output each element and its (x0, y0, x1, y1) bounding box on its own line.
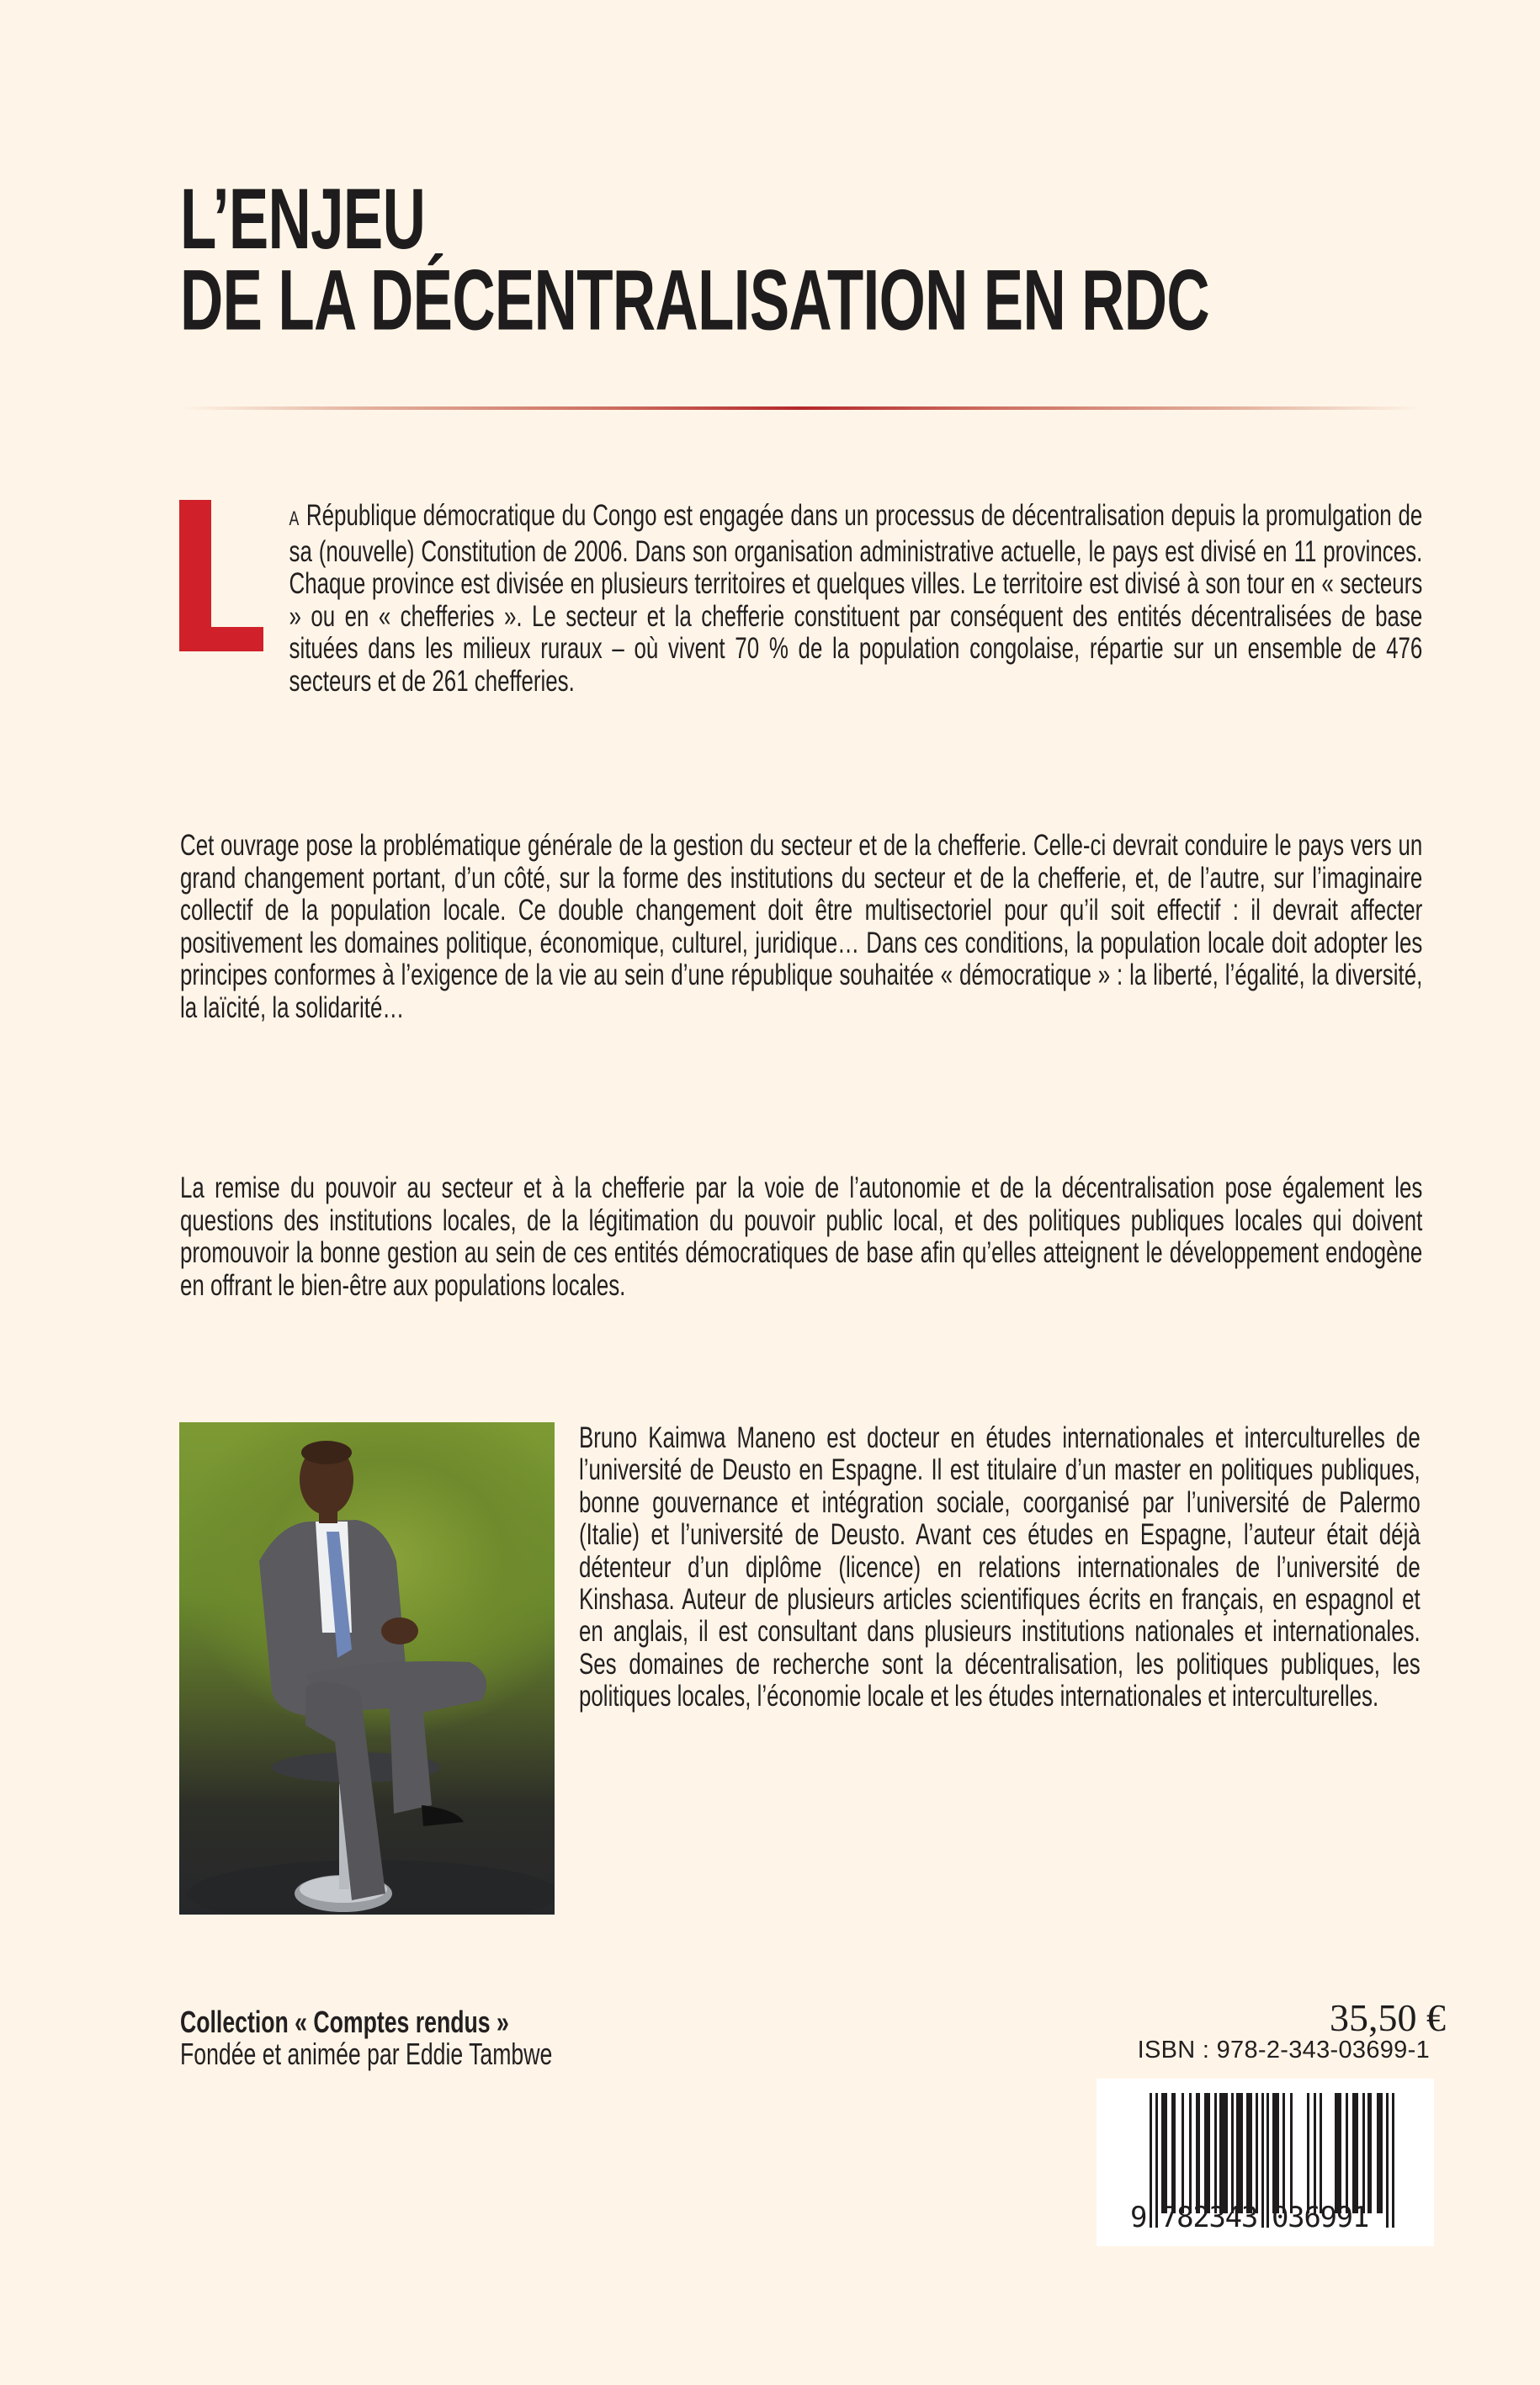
isbn-barcode (1097, 2079, 1434, 2246)
summary-paragraph-1 (180, 500, 1422, 699)
collection-founder: Fondée et animée par Eddie Tambwe (180, 2037, 553, 2071)
isbn: ISBN : 978-2-343-03699-1 (1137, 2037, 1430, 2064)
summary-paragraph-2: Cet ouvrage pose la problématique générale de la gestion du secteur et de la chefferie. Celle-ci devrait conduire le pays vers un grand changement portant, d’un côté, sur la forme des institutions du secteur et de la chefferie, et, de l’autre, sur l’imaginaire collectif de la population locale. Ce double changement doit être multisectoriel pour qu’il soit effectif : il devrait affecter positivement les domaines politique, économique, culturel, juridique… Dans ces conditions, la population locale doit adopter les principes conformes à l’exigence de la vie au sein d’une république souhaitée « démocratique » : la liberté, l’égalité, la diversité, la laïcité, la solidarité… (180, 829, 1423, 1024)
summary-paragraph-3: La remise du pouvoir au secteur et à la chefferie par la voie de l’autonomie et de la décentralisation pose également les questions des institutions locales, de la légitimation du pouvoir public local, et des politiques publiques locales qui doivent promouvoir la bonne gestion au sein de ces entités démocratiques de base afin qu’elles atteignent le développement endogène en offrant le bien-être aux populations locales. (180, 1171, 1423, 1302)
barcode-right-digits: 036991 (1272, 2201, 1369, 2234)
barcode-lead-digit: 9 (1130, 2201, 1148, 2234)
book-title (180, 170, 1266, 348)
author-bio: Bruno Kaimwa Maneno est docteur en études internationales et interculturelles de l’université de Deusto en Espagne. Il est titulaire d’un master en politiques publiques, bonne gouvernance et intégration sociale, coorganisé par l’université de Palermo (Italie) et l’université de Deusto. Avant ces études en Espagne, l’auteur était déjà détenteur d’un diplôme (licence) en relations internationales de l’université de Kinshasa. Auteur de plusieurs articles scientifiques écrits en français, en espagnol et en anglais, il est consultant dans plusieurs institutions nationales et internationales. Ses domaines de recherche sont la décentralisation, les politiques publiques, les politiques locales, l’économie locale et les études internationales et interculturelles. (579, 1421, 1421, 1713)
paragraph-1-text: République démocratique du Congo est engagée dans un processus de décentralisation depuis la promulgation de sa (nouvelle) Constitution de 2006. Dans son organisation administrative actuelle, le pays est divisé en 11 provinces. Chaque province est divisée en plusieurs territoires et quelques villes. Le territoire est divisé à son tour en « secteurs » ou en « chefferies ». Le secteur et la chefferie constituent par conséquent des entités décentralisées de base situées dans les milieux ruraux – où vivent 70 % de la population congolaise, répartie sur un ensemble de 476 secteurs et de 261 chefferies. (289, 499, 1423, 698)
barcode-digits (1097, 2079, 1434, 2246)
author-photo (179, 1422, 555, 1915)
price: 35,50 € (1330, 1996, 1446, 2039)
collection-info (180, 2006, 927, 2070)
title-line-1: L’ENJEU (180, 170, 426, 268)
title-line-2: DE LA DÉCENTRALISATION EN RDC (180, 252, 1209, 348)
author-portrait-illustration (179, 1422, 555, 1915)
barcode-left-digits: 782343 (1160, 2201, 1258, 2234)
smallcap-a: A (289, 507, 300, 530)
title-divider (180, 406, 1422, 410)
collection-name: Collection « Comptes rendus » (180, 2005, 509, 2039)
